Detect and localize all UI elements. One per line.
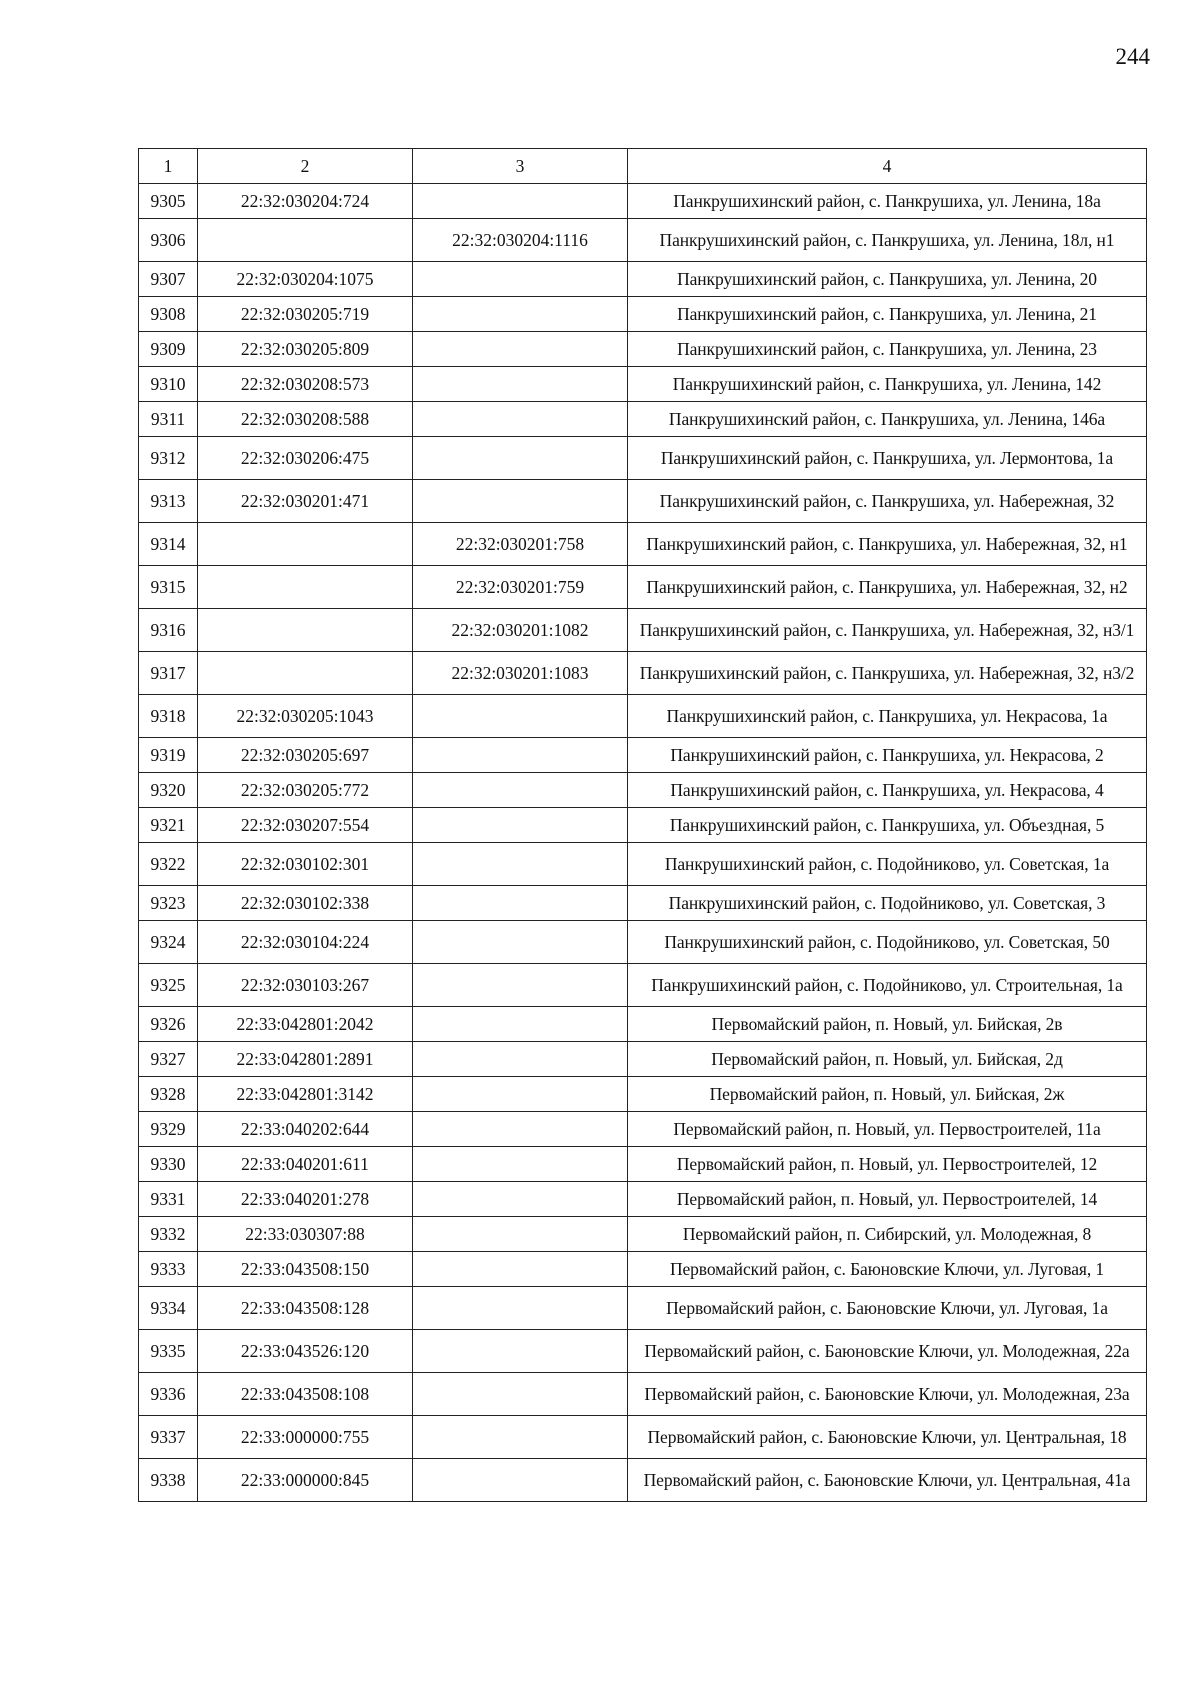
row-number-cell: 9333 <box>139 1252 198 1287</box>
table-row <box>139 566 1147 609</box>
address-cell: Панкрушихинский район, с. Подойниково, ул. Советская, 50 <box>628 921 1147 964</box>
address-cell: Панкрушихинский район, с. Панкрушиха, ул. Ленина, 23 <box>628 332 1147 367</box>
address-cell: Первомайский район, п. Новый, ул. Бийская, 2ж <box>628 1077 1147 1112</box>
object-number-cell <box>413 1459 628 1502</box>
row-number-cell: 9315 <box>139 566 198 609</box>
table-row <box>139 480 1147 523</box>
table-body <box>139 184 1147 1502</box>
object-number-cell <box>413 184 628 219</box>
address-cell: Первомайский район, с. Баюновские Ключи, ул. Луговая, 1а <box>628 1287 1147 1330</box>
address-cell: Панкрушихинский район, с. Панкрушиха, ул. Ленина, 146а <box>628 402 1147 437</box>
cadastral-number-cell: 22:32:030204:1075 <box>198 262 413 297</box>
cadastral-number-cell <box>198 523 413 566</box>
table-row <box>139 437 1147 480</box>
cadastral-number-cell: 22:33:042801:3142 <box>198 1077 413 1112</box>
row-number-cell: 9305 <box>139 184 198 219</box>
object-number-cell: 22:32:030201:1083 <box>413 652 628 695</box>
row-number-cell: 9307 <box>139 262 198 297</box>
table-row <box>139 921 1147 964</box>
cadastral-number-cell: 22:33:042801:2891 <box>198 1042 413 1077</box>
address-cell: Панкрушихинский район, с. Панкрушиха, ул. Набережная, 32, н1 <box>628 523 1147 566</box>
row-number-cell: 9316 <box>139 609 198 652</box>
table-row <box>139 332 1147 367</box>
table-row <box>139 1217 1147 1252</box>
table-row <box>139 219 1147 262</box>
cadastral-number-cell: 22:33:030307:88 <box>198 1217 413 1252</box>
table-row <box>139 695 1147 738</box>
cadastral-number-cell: 22:32:030104:224 <box>198 921 413 964</box>
cadastral-number-cell: 22:33:040201:278 <box>198 1182 413 1217</box>
row-number-cell: 9323 <box>139 886 198 921</box>
object-number-cell: 22:32:030201:759 <box>413 566 628 609</box>
cadastral-number-cell <box>198 652 413 695</box>
row-number-cell: 9312 <box>139 437 198 480</box>
table-row <box>139 297 1147 332</box>
object-number-cell <box>413 773 628 808</box>
object-number-cell <box>413 297 628 332</box>
row-number-cell: 9330 <box>139 1147 198 1182</box>
table-row <box>139 1007 1147 1042</box>
object-number-cell <box>413 1077 628 1112</box>
table-row <box>139 1416 1147 1459</box>
cadastral-number-cell: 22:33:043508:128 <box>198 1287 413 1330</box>
object-number-cell <box>413 808 628 843</box>
address-cell: Панкрушихинский район, с. Панкрушиха, ул. Ленина, 20 <box>628 262 1147 297</box>
row-number-cell: 9326 <box>139 1007 198 1042</box>
row-number-cell: 9322 <box>139 843 198 886</box>
row-number-cell: 9306 <box>139 219 198 262</box>
column-header-3: 3 <box>413 149 628 184</box>
row-number-cell: 9334 <box>139 1287 198 1330</box>
cadastral-number-cell: 22:32:030103:267 <box>198 964 413 1007</box>
address-cell: Панкрушихинский район, с. Подойниково, ул. Строительная, 1а <box>628 964 1147 1007</box>
cadastral-number-cell: 22:33:043526:120 <box>198 1330 413 1373</box>
address-cell: Панкрушихинский район, с. Панкрушиха, ул. Лермонтова, 1а <box>628 437 1147 480</box>
cadastral-number-cell: 22:33:000000:755 <box>198 1416 413 1459</box>
address-cell: Первомайский район, п. Новый, ул. Первостроителей, 14 <box>628 1182 1147 1217</box>
table-row <box>139 738 1147 773</box>
cadastral-number-cell: 22:32:030205:719 <box>198 297 413 332</box>
cadastral-number-cell: 22:33:043508:150 <box>198 1252 413 1287</box>
registry-table <box>138 148 1147 1502</box>
cadastral-number-cell: 22:32:030206:475 <box>198 437 413 480</box>
row-number-cell: 9318 <box>139 695 198 738</box>
column-header-4: 4 <box>628 149 1147 184</box>
table-row <box>139 1147 1147 1182</box>
table-row <box>139 184 1147 219</box>
object-number-cell <box>413 1147 628 1182</box>
address-cell: Панкрушихинский район, с. Панкрушиха, ул. Ленина, 18а <box>628 184 1147 219</box>
row-number-cell: 9331 <box>139 1182 198 1217</box>
row-number-cell: 9337 <box>139 1416 198 1459</box>
row-number-cell: 9314 <box>139 523 198 566</box>
table-row <box>139 402 1147 437</box>
cadastral-number-cell: 22:32:030201:471 <box>198 480 413 523</box>
cadastral-number-cell: 22:33:040202:644 <box>198 1112 413 1147</box>
cadastral-number-cell: 22:33:000000:845 <box>198 1459 413 1502</box>
table-row <box>139 843 1147 886</box>
row-number-cell: 9321 <box>139 808 198 843</box>
row-number-cell: 9338 <box>139 1459 198 1502</box>
cadastral-number-cell: 22:32:030102:301 <box>198 843 413 886</box>
object-number-cell: 22:32:030201:1082 <box>413 609 628 652</box>
table-row <box>139 1373 1147 1416</box>
object-number-cell <box>413 1373 628 1416</box>
row-number-cell: 9310 <box>139 367 198 402</box>
object-number-cell <box>413 1416 628 1459</box>
row-number-cell: 9327 <box>139 1042 198 1077</box>
address-cell: Первомайский район, с. Баюновские Ключи, ул. Центральная, 18 <box>628 1416 1147 1459</box>
table-row <box>139 367 1147 402</box>
table-row <box>139 1182 1147 1217</box>
table-header-row <box>139 149 1147 184</box>
object-number-cell <box>413 1287 628 1330</box>
address-cell: Панкрушихинский район, с. Подойниково, ул. Советская, 3 <box>628 886 1147 921</box>
row-number-cell: 9313 <box>139 480 198 523</box>
object-number-cell <box>413 437 628 480</box>
row-number-cell: 9320 <box>139 773 198 808</box>
address-cell: Панкрушихинский район, с. Панкрушиха, ул. Некрасова, 1а <box>628 695 1147 738</box>
object-number-cell <box>413 332 628 367</box>
cadastral-number-cell: 22:32:030208:588 <box>198 402 413 437</box>
address-cell: Панкрушихинский район, с. Панкрушиха, ул. Набережная, 32 <box>628 480 1147 523</box>
address-cell: Первомайский район, п. Сибирский, ул. Молодежная, 8 <box>628 1217 1147 1252</box>
row-number-cell: 9329 <box>139 1112 198 1147</box>
object-number-cell <box>413 843 628 886</box>
object-number-cell <box>413 1217 628 1252</box>
address-cell: Первомайский район, с. Баюновские Ключи, ул. Луговая, 1 <box>628 1252 1147 1287</box>
cadastral-number-cell: 22:32:030205:772 <box>198 773 413 808</box>
address-cell: Первомайский район, п. Новый, ул. Бийская, 2д <box>628 1042 1147 1077</box>
address-cell: Первомайский район, п. Новый, ул. Бийская, 2в <box>628 1007 1147 1042</box>
address-cell: Панкрушихинский район, с. Панкрушиха, ул. Набережная, 32, н2 <box>628 566 1147 609</box>
address-cell: Панкрушихинский район, с. Панкрушиха, ул. Набережная, 32, н3/2 <box>628 652 1147 695</box>
table-row <box>139 1459 1147 1502</box>
table-row <box>139 1287 1147 1330</box>
object-number-cell <box>413 367 628 402</box>
object-number-cell <box>413 1007 628 1042</box>
row-number-cell: 9336 <box>139 1373 198 1416</box>
address-cell: Первомайский район, п. Новый, ул. Первостроителей, 12 <box>628 1147 1147 1182</box>
address-cell: Панкрушихинский район, с. Панкрушиха, ул. Объездная, 5 <box>628 808 1147 843</box>
address-cell: Панкрушихинский район, с. Панкрушиха, ул. Некрасова, 2 <box>628 738 1147 773</box>
address-cell: Первомайский район, с. Баюновские Ключи, ул. Центральная, 41а <box>628 1459 1147 1502</box>
table-row <box>139 1330 1147 1373</box>
object-number-cell <box>413 262 628 297</box>
row-number-cell: 9308 <box>139 297 198 332</box>
column-header-2: 2 <box>198 149 413 184</box>
row-number-cell: 9325 <box>139 964 198 1007</box>
cadastral-number-cell <box>198 219 413 262</box>
address-cell: Первомайский район, с. Баюновские Ключи, ул. Молодежная, 23а <box>628 1373 1147 1416</box>
row-number-cell: 9328 <box>139 1077 198 1112</box>
address-cell: Первомайский район, с. Баюновские Ключи, ул. Молодежная, 22а <box>628 1330 1147 1373</box>
row-number-cell: 9332 <box>139 1217 198 1252</box>
object-number-cell <box>413 1112 628 1147</box>
table-row <box>139 652 1147 695</box>
row-number-cell: 9309 <box>139 332 198 367</box>
object-number-cell <box>413 695 628 738</box>
cadastral-number-cell: 22:32:030102:338 <box>198 886 413 921</box>
object-number-cell <box>413 402 628 437</box>
address-cell: Панкрушихинский район, с. Панкрушиха, ул. Ленина, 18л, н1 <box>628 219 1147 262</box>
cadastral-number-cell: 22:32:030207:554 <box>198 808 413 843</box>
cadastral-number-cell: 22:32:030205:697 <box>198 738 413 773</box>
object-number-cell <box>413 886 628 921</box>
table-row <box>139 886 1147 921</box>
object-number-cell <box>413 480 628 523</box>
object-number-cell <box>413 921 628 964</box>
address-cell: Первомайский район, п. Новый, ул. Первостроителей, 11а <box>628 1112 1147 1147</box>
column-header-1: 1 <box>139 149 198 184</box>
table-row <box>139 773 1147 808</box>
table-row <box>139 1077 1147 1112</box>
table-row <box>139 262 1147 297</box>
row-number-cell: 9319 <box>139 738 198 773</box>
cadastral-number-cell: 22:33:040201:611 <box>198 1147 413 1182</box>
cadastral-number-cell: 22:32:030205:809 <box>198 332 413 367</box>
cadastral-number-cell: 22:32:030205:1043 <box>198 695 413 738</box>
row-number-cell: 9324 <box>139 921 198 964</box>
object-number-cell <box>413 1252 628 1287</box>
table-row <box>139 1042 1147 1077</box>
cadastral-number-cell: 22:33:042801:2042 <box>198 1007 413 1042</box>
page-number: 244 <box>1115 44 1150 69</box>
object-number-cell: 22:32:030201:758 <box>413 523 628 566</box>
table-row <box>139 523 1147 566</box>
table-row <box>139 609 1147 652</box>
object-number-cell: 22:32:030204:1116 <box>413 219 628 262</box>
row-number-cell: 9311 <box>139 402 198 437</box>
object-number-cell <box>413 1042 628 1077</box>
cadastral-number-cell: 22:33:043508:108 <box>198 1373 413 1416</box>
cadastral-number-cell <box>198 609 413 652</box>
address-cell: Панкрушихинский район, с. Панкрушиха, ул. Ленина, 21 <box>628 297 1147 332</box>
address-cell: Панкрушихинский район, с. Панкрушиха, ул. Набережная, 32, н3/1 <box>628 609 1147 652</box>
object-number-cell <box>413 1182 628 1217</box>
table-row <box>139 1112 1147 1147</box>
object-number-cell <box>413 1330 628 1373</box>
table-row <box>139 808 1147 843</box>
cadastral-number-cell <box>198 566 413 609</box>
object-number-cell <box>413 738 628 773</box>
address-cell: Панкрушихинский район, с. Подойниково, ул. Советская, 1а <box>628 843 1147 886</box>
object-number-cell <box>413 964 628 1007</box>
table-row <box>139 964 1147 1007</box>
address-cell: Панкрушихинский район, с. Панкрушиха, ул. Ленина, 142 <box>628 367 1147 402</box>
cadastral-number-cell: 22:32:030204:724 <box>198 184 413 219</box>
table-row <box>139 1252 1147 1287</box>
address-cell: Панкрушихинский район, с. Панкрушиха, ул. Некрасова, 4 <box>628 773 1147 808</box>
row-number-cell: 9335 <box>139 1330 198 1373</box>
row-number-cell: 9317 <box>139 652 198 695</box>
cadastral-number-cell: 22:32:030208:573 <box>198 367 413 402</box>
